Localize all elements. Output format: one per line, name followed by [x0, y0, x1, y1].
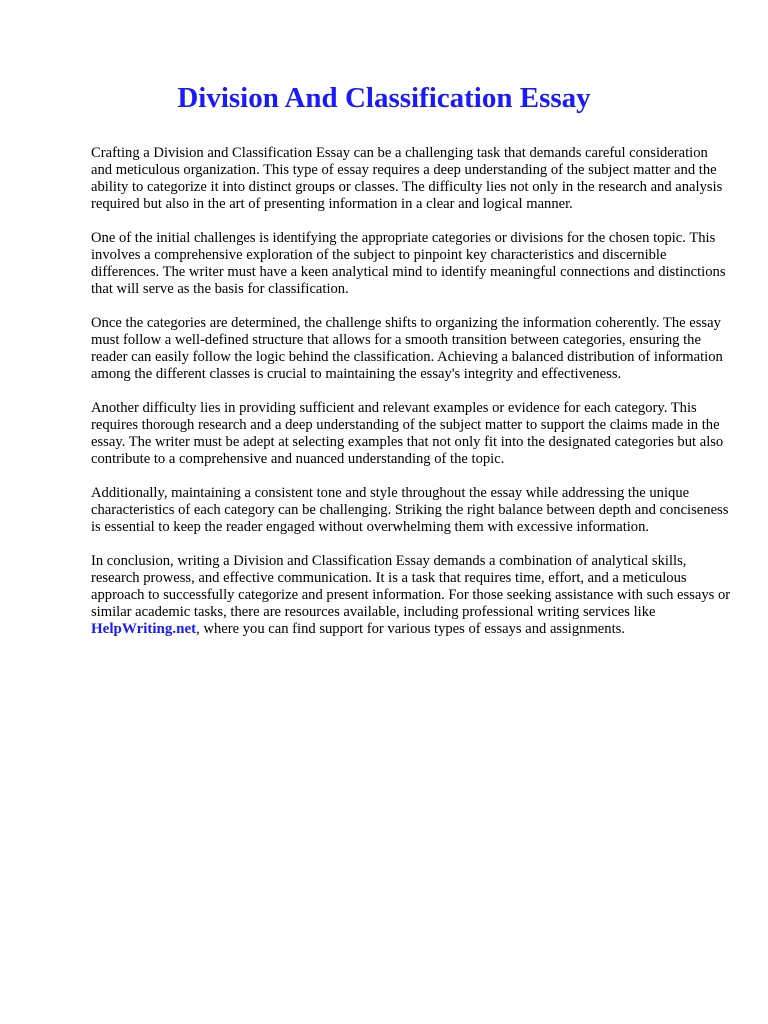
- paragraph-tone: Additionally, maintaining a consistent tone and style throughout the essay while addressing the unique characteristics of each category can be challenging. Striking the right balance between depth and conciseness is essential to keep the reader engaged without overwhelming them with excessive information.: [91, 485, 729, 535]
- conclusion-text-before-link: In conclusion, writing a Division and Classification Essay demands a combination of analytical skills, research prowess, and effective communication. It is a task that requires time, effort, and a meticulous approach to successfully categorize and present information. For those seeking assistance with such essays or similar academic tasks, there are resources available, including professional writing services like: [91, 553, 731, 620]
- paragraph-categories: One of the initial challenges is identifying the appropriate categories or divisions for the chosen topic. This involves a comprehensive exploration of the subject to pinpoint key characteristics and discernible differences. The writer must have a keen analytical mind to identify meaningful connections and distinctions that will serve as the basis for classification.: [91, 230, 726, 297]
- conclusion-text-after-link: , where you can find support for various types of essays and assignments.: [196, 621, 625, 637]
- paragraph-examples: Another difficulty lies in providing sufficient and relevant examples or evidence for each category. This requires thorough research and a deep understanding of the subject matter to support the claims made in the essay. The writer must be adept at selecting examples that not only fit into the designated categories but also contribute to a comprehensive and nuanced understanding of the topic.: [91, 400, 724, 467]
- paragraph-organization: Once the categories are determined, the challenge shifts to organizing the information coherently. The essay must follow a well-defined structure that allows for a smooth transition between categories, ensuring the reader can easily follow the logic behind the classification. Achieving a balanced distribution of information among the different classes is crucial to maintaining the essay's integrity and effectiveness.: [91, 315, 723, 382]
- paragraph-conclusion: [91, 553, 731, 638]
- essay-body: [91, 145, 731, 655]
- page-title: Division And Classification Essay: [177, 82, 591, 114]
- paragraph-intro: Crafting a Division and Classification Essay can be a challenging task that demands careful consideration and meticulous organization. This type of essay requires a deep understanding of the subject matter and the ability to categorize it into distinct groups or classes. The difficulty lies not only in the research and analysis required but also in the art of presenting information in a clear and logical manner.: [91, 145, 723, 212]
- helpwriting-link[interactable]: HelpWriting.net: [91, 621, 197, 637]
